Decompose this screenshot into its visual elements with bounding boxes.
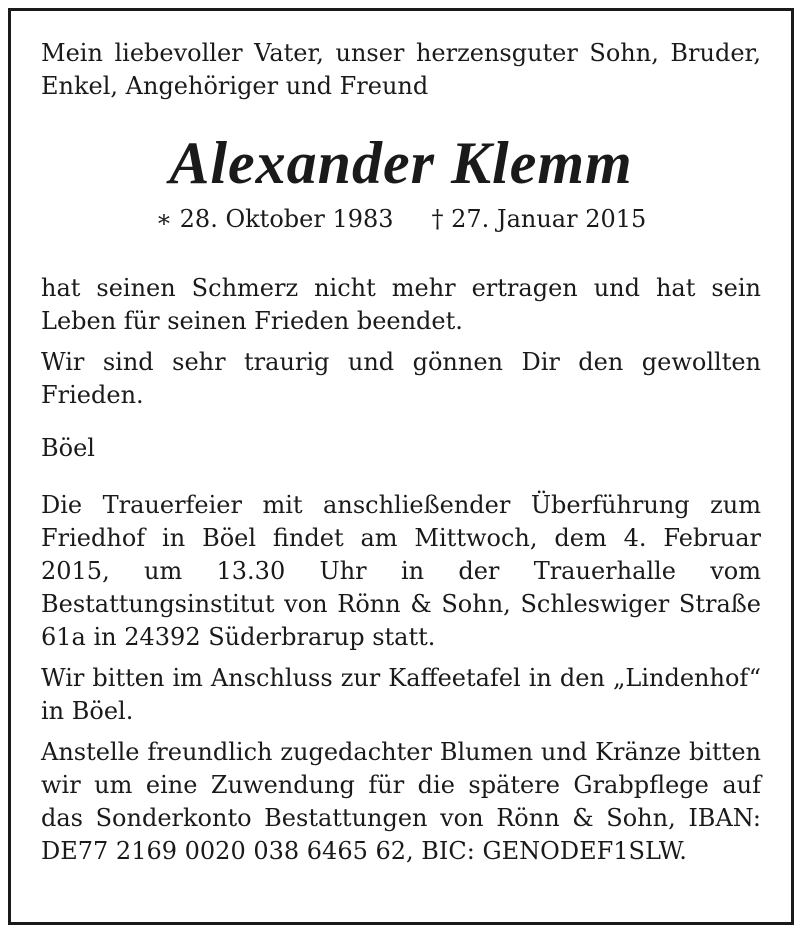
obituary-content: [41, 37, 761, 868]
blumen-text: Anstelle freundlich zugedachter Blumen und Kränze bitten wir um eine Zuwendung für die spätere Grabpflege auf das Sonderkonto Bestattungen von Rönn & Sohn, IBAN: DE77 2169 0020 038 6465 62, BIC: GENODEF1SLW.: [41, 738, 761, 865]
kaffeetafel-text: Wir bitten im Anschluss zur Kaffeetafel in den „Lindenhof“ in Böel.: [41, 664, 761, 725]
birth-date: ∗ 28. Oktober 1983: [155, 205, 394, 233]
obituary-frame: [8, 8, 794, 925]
death-date: † 27. Januar 2015: [431, 205, 647, 233]
traurig-text: Wir sind sehr traurig und gönnen Dir den gewollten Frieden.: [41, 348, 761, 409]
schmerz-text: hat seinen Schmerz nicht mehr ertragen und hat sein Leben für seinen Frieden beendet.: [41, 274, 761, 335]
life-dates: [41, 203, 761, 236]
place-text: Böel: [41, 434, 95, 462]
trauerfeier-text: Die Trauerfeier mit anschließender Überführung zum Friedhof in Böel findet am Mittwoch, dem 4. Februar 2015, um 13.30 Uhr in der Trauerhalle vom Bestattungsinstitut von Rönn & Sohn, Schleswiger Straße 61a in 24392 Süderbrarup statt.: [41, 491, 761, 651]
deceased-name: Alexander Klemm: [169, 130, 633, 196]
intro-text: Mein liebevoller Vater, unser herzensguter Sohn, Bruder, Enkel, Angehöriger und Freund: [41, 39, 761, 100]
